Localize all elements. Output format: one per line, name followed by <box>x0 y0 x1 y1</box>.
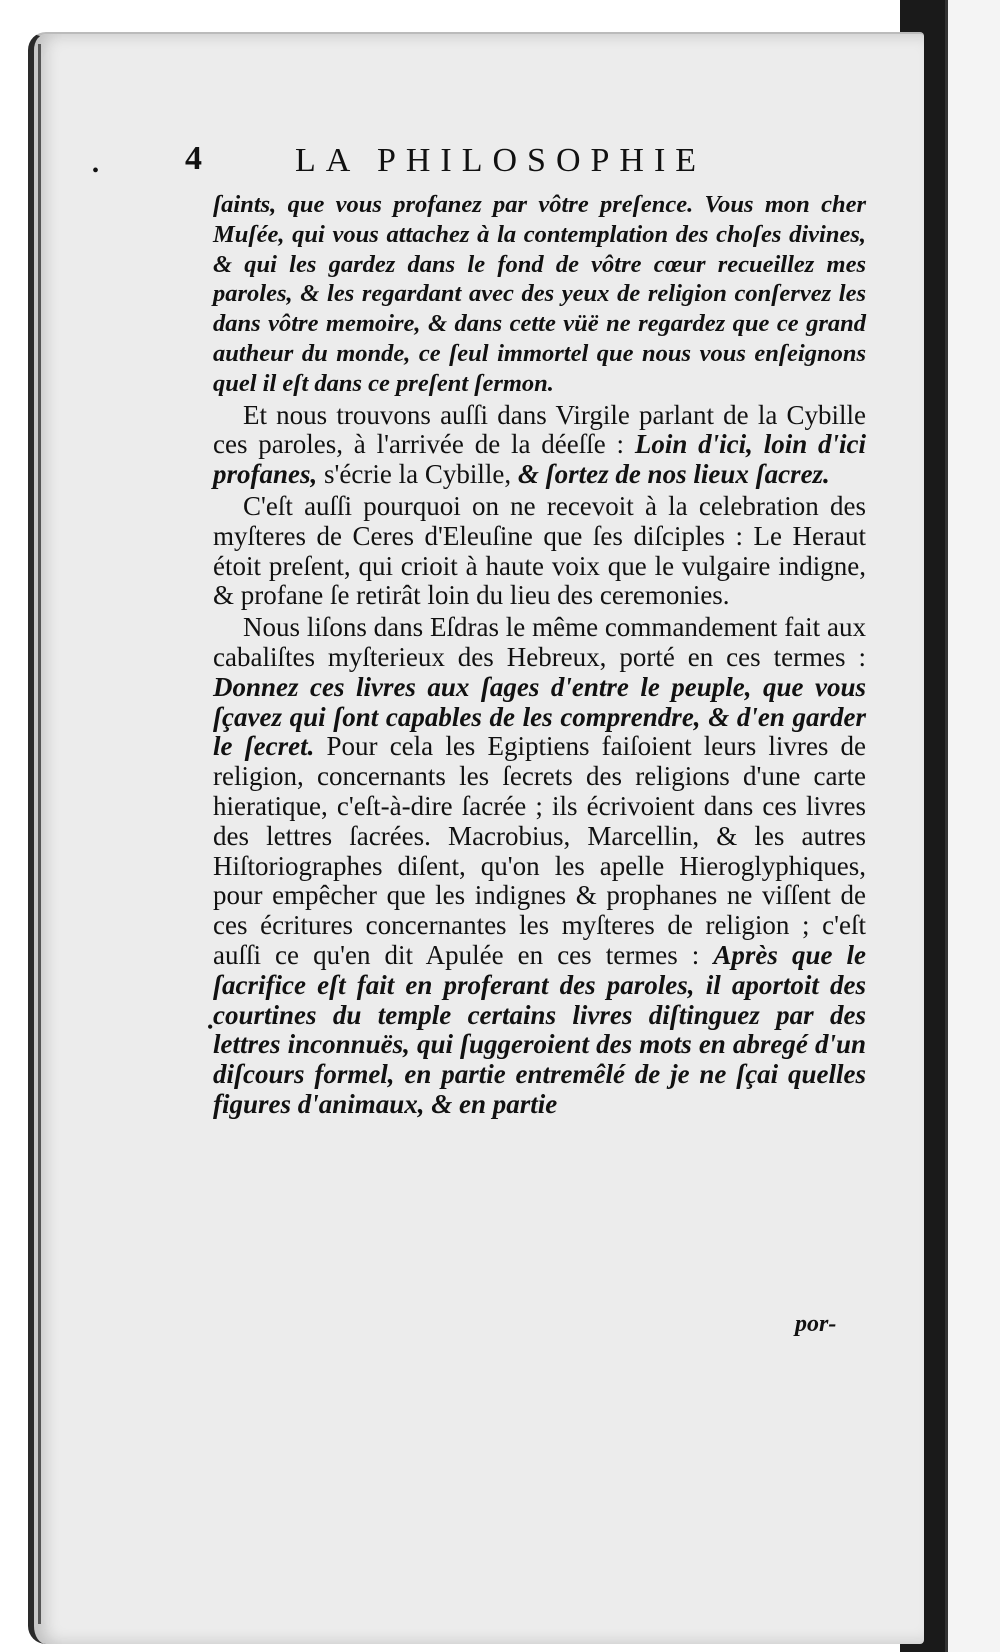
paragraph-2-text-mid: s'écrie la Cybille, <box>324 459 512 490</box>
running-title: LA PHILOSOPHIE <box>295 142 707 179</box>
paragraph-3: C'eſt auſſi pourquoi on ne recevoit à la celebration des myſteres de Ceres d'Eleuſine que ſes diſciples : Le Heraut étoit preſent, qui crioit à haute voix que le vulgaire indigne, & profane ſe retirât loin du lieu des ceremonies. <box>213 490 866 611</box>
paragraph-2-quote-2: & ſortez de nos lieux ſacrez. <box>517 459 830 490</box>
margin-mark: • <box>92 160 100 182</box>
paragraph-2-text: Et nous trouvons auſſi dans Virgile parlant de la Cybille ces paroles, à l'arrivée de la déeſſe : <box>213 399 866 460</box>
scan-top-margin <box>0 0 900 32</box>
paragraph-4-text-mid: Pour cela les Egiptiens faiſoient leurs livres de religion, concernants les ſecrets des religions d'une carte hieratique, c'eſt-à-dire ſacrée ; ils écrivoient dans ces livres des lettres ſacrées. Macrobius, Marcellin, & les autres Hiſtoriographes diſent, qu'on les apelle Hieroglyphiques, pour empêcher que les indignes & prophanes ne viſſent de ces écritures concernantes les myſteres de religion ; c'eſt auſſi ce qu'en dit Apulée en ces termes : <box>213 731 867 970</box>
paragraph-4 <box>213 613 866 1120</box>
paragraph-2-quote-1: Loin d'ici, loin d'ici profanes, <box>213 429 867 490</box>
paragraph-1: ſaints, que vous profanez par vôtre preſence. Vous mon cher Muſée, qui vous attachez à la contemplation des choſes divines, & qui les gardez dans le fond de vôtre cœur recueillez mes paroles, & les regardant avec des yeux de religion conſervez les dans vôtre memoire, & dans cette vüë ne regardez que ce grand autheur du monde, ce ſeul immortel que nous vous enſeignons quel il eſt dans ce preſent ſermon. <box>213 191 866 397</box>
facing-page-edge <box>945 0 1000 1652</box>
page-fore-edge <box>38 44 41 1624</box>
page-number: 4 <box>185 140 202 177</box>
margin-dot: • <box>207 1017 214 1037</box>
paragraph-4-text: Nous liſons dans Eſdras le même commandement fait aux cabaliſtes myſterieux des Hebreux, porté en ces termes : <box>213 612 866 672</box>
running-head <box>185 140 825 190</box>
paragraph-4-quote-2: Après que le ſacrifice eſt fait en proferant des paroles, il aportoit des courtines du temple certains livres diſtinguez par des lettres inconnuës, qui ſuggeroient des mots en abregé d'un diſcours formel, en partie entremêlé de je ne ſçai quelles figures d'animaux, & en partie <box>213 939 867 1119</box>
paragraph-2 <box>213 401 866 490</box>
body-text <box>213 190 866 1120</box>
catchword: por- <box>795 1311 837 1337</box>
paragraph-4-quote-1: Donnez ces livres aux ſages d'entre le peuple, que vous ſçavez qui ſont capables de les comprendre, & d'en garder le ſecret. <box>213 671 866 762</box>
